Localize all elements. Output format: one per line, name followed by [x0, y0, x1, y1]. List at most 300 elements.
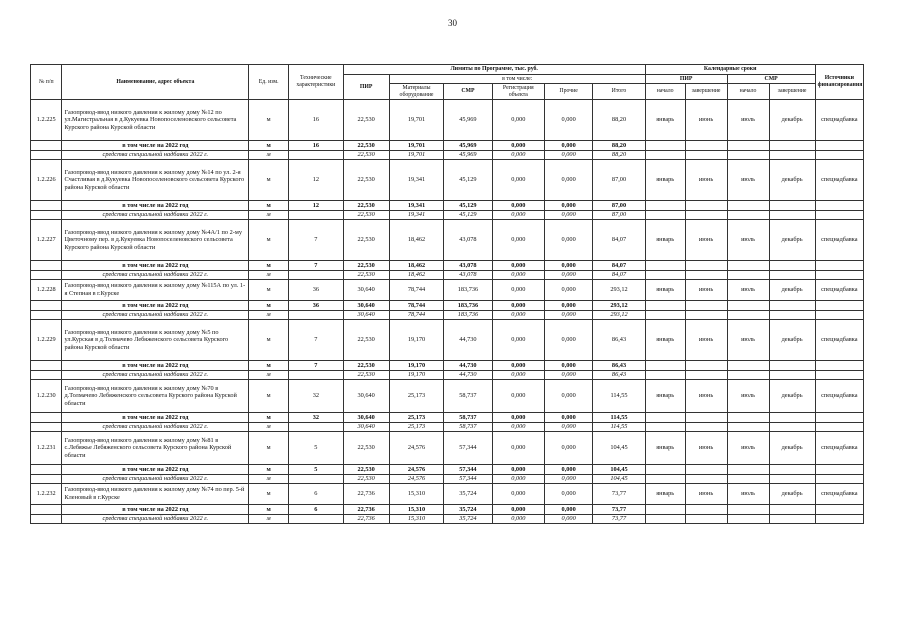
- sub-empty-cell: [727, 361, 769, 371]
- extra-charge-row: [31, 515, 864, 524]
- program-table-sheet: [30, 64, 864, 524]
- ext-tech: [289, 311, 344, 320]
- row-other: 0,000: [545, 484, 593, 505]
- ext-label: средства специальной надбавки 2022 г.: [62, 311, 249, 320]
- row-pir-start: январь: [645, 100, 685, 141]
- ext-pir: 22,530: [343, 151, 389, 160]
- row-source: спецнадбавка: [815, 320, 863, 361]
- sub-empty-cell: [727, 413, 769, 423]
- ext-other: 0,000: [545, 371, 593, 380]
- header-limits-group: Лимиты по Программе, тыс. руб.: [343, 65, 645, 75]
- sub-empty-cell: [727, 141, 769, 151]
- sub-materials: 25,173: [389, 413, 444, 423]
- ext-empty-cell: [685, 311, 727, 320]
- row-pir: 30,640: [343, 280, 389, 301]
- sub-other: 0,000: [545, 141, 593, 151]
- row-registration: 0,000: [492, 484, 544, 505]
- ext-pir: 22,530: [343, 271, 389, 280]
- sub-unit: м: [249, 141, 289, 151]
- header-cal-pir: ПИР: [645, 75, 727, 84]
- row-registration: 0,000: [492, 320, 544, 361]
- row-total: 88,20: [593, 100, 645, 141]
- row-object-name: Газопровод-ввод низкого давления к жилому дому №70 в д.Толмачево Лебяженского сельсовета Курского района Курской области: [62, 380, 249, 413]
- extra-charge-row: [31, 151, 864, 160]
- sub-unit: м: [249, 465, 289, 475]
- table-row: [31, 320, 864, 361]
- sub-empty-cell: [815, 465, 863, 475]
- ext-tech: [289, 211, 344, 220]
- sub-empty-cell: [685, 141, 727, 151]
- header-unit: Ед. изм.: [249, 65, 289, 100]
- row-object-name: Газопровод-ввод низкого давления к жилому дому №12 по ул.Магистральная в д.Кукуевка Новопоселеновского сельсовета Курского района Курской области: [62, 100, 249, 141]
- row-other: 0,000: [545, 320, 593, 361]
- row-pir: 22,530: [343, 100, 389, 141]
- ext-registration: 0,000: [492, 311, 544, 320]
- ext-smr: 45,969: [444, 151, 492, 160]
- row-pir-start: январь: [645, 220, 685, 261]
- ext-materials: 15,310: [389, 515, 444, 524]
- row-smr: 35,724: [444, 484, 492, 505]
- extra-charge-row: [31, 423, 864, 432]
- sub-empty-cell: [685, 413, 727, 423]
- row-num-empty: [31, 311, 62, 320]
- sub-empty-cell: [727, 261, 769, 271]
- sub-smr: 43,078: [444, 261, 492, 271]
- row-source: спецнадбавка: [815, 280, 863, 301]
- row-pir-end: июнь: [685, 484, 727, 505]
- header-source: Источники финансирования: [815, 65, 863, 100]
- row-registration: 0,000: [492, 220, 544, 261]
- row-num-empty: [31, 515, 62, 524]
- sub-total: 88,20: [593, 141, 645, 151]
- header-pir-end: завершение: [685, 84, 727, 100]
- row-pir-start: январь: [645, 484, 685, 505]
- header-materials: Материалы оборудование: [389, 84, 444, 100]
- ext-total: 104,45: [593, 475, 645, 484]
- ext-empty-cell: [727, 311, 769, 320]
- row-other: 0,000: [545, 100, 593, 141]
- row-smr-end: декабрь: [769, 100, 815, 141]
- header-pir-start: начало: [645, 84, 685, 100]
- header-tech: Технические характеристики: [289, 65, 344, 100]
- ext-total: 87,00: [593, 211, 645, 220]
- row-object-name: Газопровод-ввод низкого давления к жилому дому №4А/1 по 2-му Цветочному пер. в д.Кукуевка Новопоселеновского сельсовета Курского района Курской области: [62, 220, 249, 261]
- row-smr: 44,730: [444, 320, 492, 361]
- sub-registration: 0,000: [492, 361, 544, 371]
- ext-empty-cell: [815, 515, 863, 524]
- row-object-name: Газопровод-ввод низкого давления к жилому дому №115А по ул. 1-я Степная в г.Курске: [62, 280, 249, 301]
- ext-smr: 57,344: [444, 475, 492, 484]
- row-smr-start: июль: [727, 220, 769, 261]
- row-pir-start: январь: [645, 380, 685, 413]
- row-registration: 0,000: [492, 380, 544, 413]
- ext-registration: 0,000: [492, 515, 544, 524]
- ext-empty-cell: [815, 423, 863, 432]
- ext-empty-cell: [645, 515, 685, 524]
- row-num-empty: [31, 361, 62, 371]
- table-row: [31, 380, 864, 413]
- row-materials: 19,341: [389, 160, 444, 201]
- row-tech: 6: [289, 484, 344, 505]
- header-registration: Регистрация объекта: [492, 84, 544, 100]
- sub-pir: 30,640: [343, 301, 389, 311]
- row-smr-start: июль: [727, 432, 769, 465]
- sub-empty-cell: [815, 413, 863, 423]
- row-unit: м: [249, 100, 289, 141]
- ext-total: 88,20: [593, 151, 645, 160]
- sub-materials: 24,576: [389, 465, 444, 475]
- ext-empty-cell: [769, 271, 815, 280]
- header-calendar-group: Календарные сроки: [645, 65, 815, 75]
- ext-pir: 30,640: [343, 311, 389, 320]
- row-smr: 57,344: [444, 432, 492, 465]
- sub-unit: м: [249, 413, 289, 423]
- sub-empty-cell: [769, 413, 815, 423]
- ext-empty-cell: [769, 475, 815, 484]
- row-source: спецнадбавка: [815, 432, 863, 465]
- row-registration: 0,000: [492, 160, 544, 201]
- header-smr-end: завершение: [769, 84, 815, 100]
- ext-empty-cell: [685, 271, 727, 280]
- ext-tech: [289, 515, 344, 524]
- sub-pir: 22,530: [343, 465, 389, 475]
- ext-total: 84,07: [593, 271, 645, 280]
- row-source: спецнадбавка: [815, 160, 863, 201]
- row-pir: 22,530: [343, 220, 389, 261]
- table-row: [31, 432, 864, 465]
- ext-empty-cell: [685, 151, 727, 160]
- ext-total: 293,12: [593, 311, 645, 320]
- row-materials: 78,744: [389, 280, 444, 301]
- ext-empty-cell: [815, 371, 863, 380]
- ext-empty-cell: [645, 211, 685, 220]
- sub-other: 0,000: [545, 413, 593, 423]
- sub-empty-cell: [815, 141, 863, 151]
- sub-empty-cell: [727, 301, 769, 311]
- ext-label: средства специальной надбавки 2022 г.: [62, 423, 249, 432]
- row-smr-start: июль: [727, 484, 769, 505]
- row-total: 87,00: [593, 160, 645, 201]
- row-pir: 30,640: [343, 380, 389, 413]
- row-tech: 7: [289, 320, 344, 361]
- row-smr-start: июль: [727, 320, 769, 361]
- ext-empty-cell: [645, 151, 685, 160]
- row-smr: 45,129: [444, 160, 492, 201]
- ext-empty-cell: [645, 371, 685, 380]
- ext-empty-cell: [727, 151, 769, 160]
- row-pir: 22,530: [343, 160, 389, 201]
- ext-registration: 0,000: [492, 151, 544, 160]
- sub-materials: 15,310: [389, 505, 444, 515]
- row-num-empty: [31, 505, 62, 515]
- sub-materials: 19,701: [389, 141, 444, 151]
- ext-empty-cell: [685, 515, 727, 524]
- ext-materials: 19,170: [389, 371, 444, 380]
- row-source: спецнадбавка: [815, 380, 863, 413]
- row-total: 114,55: [593, 380, 645, 413]
- sub-label: в том числе на 2022 год: [62, 141, 249, 151]
- row-pir-end: июнь: [685, 280, 727, 301]
- row-smr-end: декабрь: [769, 320, 815, 361]
- sub-empty-cell: [769, 505, 815, 515]
- row-total: 84,07: [593, 220, 645, 261]
- table-body: [31, 100, 864, 524]
- sub-other: 0,000: [545, 465, 593, 475]
- sub-other: 0,000: [545, 505, 593, 515]
- sub-pir: 22,530: [343, 201, 389, 211]
- sub-unit: м: [249, 505, 289, 515]
- sub-empty-cell: [645, 361, 685, 371]
- sub-tech: 5: [289, 465, 344, 475]
- sub-other: 0,000: [545, 361, 593, 371]
- row-materials: 19,170: [389, 320, 444, 361]
- row-unit: м: [249, 484, 289, 505]
- row-tech: 12: [289, 160, 344, 201]
- row-smr-start: июль: [727, 100, 769, 141]
- row-smr: 58,737: [444, 380, 492, 413]
- sub-label: в том числе на 2022 год: [62, 505, 249, 515]
- ext-empty-cell: [815, 211, 863, 220]
- sub-registration: 0,000: [492, 201, 544, 211]
- row-registration: 0,000: [492, 100, 544, 141]
- sub-tech: 6: [289, 505, 344, 515]
- ext-pir: 22,530: [343, 475, 389, 484]
- row-other: 0,000: [545, 280, 593, 301]
- sub-smr: 183,736: [444, 301, 492, 311]
- ext-unit: м: [249, 371, 289, 380]
- header-smr-start: начало: [727, 84, 769, 100]
- ext-tech: [289, 151, 344, 160]
- row-object-name: Газопровод-ввод низкого давления к жилому дому №5 по ул.Курская в д.Толмачево Лебяженского сельсовета Курского района Курской области: [62, 320, 249, 361]
- row-num: 1.2.226: [31, 160, 62, 201]
- sub-empty-cell: [645, 301, 685, 311]
- ext-label: средства специальной надбавки 2022 г.: [62, 271, 249, 280]
- ext-label: средства специальной надбавки 2022 г.: [62, 371, 249, 380]
- row-smr: 45,969: [444, 100, 492, 141]
- row-num-empty: [31, 151, 62, 160]
- row-num: 1.2.225: [31, 100, 62, 141]
- sub-registration: 0,000: [492, 301, 544, 311]
- sub-registration: 0,000: [492, 141, 544, 151]
- ext-empty-cell: [685, 371, 727, 380]
- ext-pir: 22,530: [343, 211, 389, 220]
- subtotal-row: [31, 141, 864, 151]
- sub-empty-cell: [769, 301, 815, 311]
- sub-unit: м: [249, 361, 289, 371]
- row-num-empty: [31, 141, 62, 151]
- sub-unit: м: [249, 201, 289, 211]
- sub-pir: 22,736: [343, 505, 389, 515]
- header-including: в том числе:: [389, 75, 645, 84]
- subtotal-row: [31, 201, 864, 211]
- row-smr-start: июль: [727, 380, 769, 413]
- sub-label: в том числе на 2022 год: [62, 261, 249, 271]
- row-materials: 24,576: [389, 432, 444, 465]
- sub-label: в том числе на 2022 год: [62, 361, 249, 371]
- ext-pir: 22,736: [343, 515, 389, 524]
- header-smr: СМР: [444, 84, 492, 100]
- row-smr-end: декабрь: [769, 220, 815, 261]
- ext-empty-cell: [769, 423, 815, 432]
- sub-pir: 22,530: [343, 141, 389, 151]
- ext-unit: м: [249, 311, 289, 320]
- subtotal-row: [31, 505, 864, 515]
- row-smr: 183,736: [444, 280, 492, 301]
- sub-empty-cell: [815, 505, 863, 515]
- row-pir-start: январь: [645, 160, 685, 201]
- table-row: [31, 100, 864, 141]
- sub-empty-cell: [815, 261, 863, 271]
- sub-empty-cell: [815, 201, 863, 211]
- row-materials: 15,310: [389, 484, 444, 505]
- page-number: 30: [448, 18, 457, 28]
- row-pir-start: январь: [645, 280, 685, 301]
- table-row: [31, 280, 864, 301]
- row-num-empty: [31, 475, 62, 484]
- ext-tech: [289, 423, 344, 432]
- ext-other: 0,000: [545, 311, 593, 320]
- sub-empty-cell: [727, 201, 769, 211]
- ext-unit: м: [249, 515, 289, 524]
- row-tech: 36: [289, 280, 344, 301]
- row-smr-start: июль: [727, 280, 769, 301]
- row-unit: м: [249, 280, 289, 301]
- sub-total: 87,00: [593, 201, 645, 211]
- sub-empty-cell: [645, 465, 685, 475]
- sub-smr: 35,724: [444, 505, 492, 515]
- sub-unit: м: [249, 261, 289, 271]
- header-pir: ПИР: [343, 75, 389, 100]
- sub-materials: 78,744: [389, 301, 444, 311]
- row-num-empty: [31, 465, 62, 475]
- row-other: 0,000: [545, 380, 593, 413]
- row-smr-end: декабрь: [769, 160, 815, 201]
- sub-empty-cell: [685, 361, 727, 371]
- ext-empty-cell: [769, 515, 815, 524]
- header-cal-smr: СМР: [727, 75, 815, 84]
- sub-empty-cell: [769, 201, 815, 211]
- ext-other: 0,000: [545, 211, 593, 220]
- sub-pir: 22,530: [343, 261, 389, 271]
- sub-smr: 45,969: [444, 141, 492, 151]
- sub-other: 0,000: [545, 201, 593, 211]
- ext-materials: 19,341: [389, 211, 444, 220]
- row-smr-end: декабрь: [769, 280, 815, 301]
- row-registration: 0,000: [492, 280, 544, 301]
- row-pir: 22,530: [343, 432, 389, 465]
- extra-charge-row: [31, 271, 864, 280]
- ext-other: 0,000: [545, 271, 593, 280]
- ext-empty-cell: [645, 271, 685, 280]
- row-num: 1.2.232: [31, 484, 62, 505]
- program-table: [30, 64, 864, 524]
- ext-empty-cell: [815, 151, 863, 160]
- ext-unit: м: [249, 475, 289, 484]
- sub-tech: 7: [289, 261, 344, 271]
- row-smr-end: декабрь: [769, 432, 815, 465]
- row-pir-end: июнь: [685, 320, 727, 361]
- row-materials: 19,701: [389, 100, 444, 141]
- sub-tech: 32: [289, 413, 344, 423]
- ext-other: 0,000: [545, 475, 593, 484]
- ext-total: 73,77: [593, 515, 645, 524]
- row-pir-end: июнь: [685, 220, 727, 261]
- sub-empty-cell: [815, 301, 863, 311]
- sub-tech: 12: [289, 201, 344, 211]
- subtotal-row: [31, 465, 864, 475]
- row-source: спецнадбавка: [815, 484, 863, 505]
- sub-smr: 44,730: [444, 361, 492, 371]
- ext-empty-cell: [769, 151, 815, 160]
- ext-smr: 43,078: [444, 271, 492, 280]
- subtotal-row: [31, 261, 864, 271]
- row-smr-start: июль: [727, 160, 769, 201]
- row-num-empty: [31, 211, 62, 220]
- sub-pir: 22,530: [343, 361, 389, 371]
- row-unit: м: [249, 432, 289, 465]
- sub-registration: 0,000: [492, 413, 544, 423]
- sub-empty-cell: [685, 261, 727, 271]
- table-row: [31, 484, 864, 505]
- ext-other: 0,000: [545, 515, 593, 524]
- sub-empty-cell: [769, 361, 815, 371]
- ext-label: средства специальной надбавки 2022 г.: [62, 211, 249, 220]
- row-pir: 22,530: [343, 320, 389, 361]
- ext-empty-cell: [727, 475, 769, 484]
- sub-other: 0,000: [545, 301, 593, 311]
- ext-tech: [289, 271, 344, 280]
- sub-smr: 58,737: [444, 413, 492, 423]
- ext-label: средства специальной надбавки 2022 г.: [62, 151, 249, 160]
- ext-empty-cell: [815, 311, 863, 320]
- table-row: [31, 220, 864, 261]
- extra-charge-row: [31, 371, 864, 380]
- row-object-name: Газопровод-ввод низкого давления к жилому дому №74 по пер. 5-й Кленовый в г.Курске: [62, 484, 249, 505]
- ext-empty-cell: [685, 423, 727, 432]
- ext-smr: 45,129: [444, 211, 492, 220]
- sub-empty-cell: [727, 505, 769, 515]
- sub-unit: м: [249, 301, 289, 311]
- ext-unit: м: [249, 211, 289, 220]
- sub-total: 104,45: [593, 465, 645, 475]
- row-tech: 7: [289, 220, 344, 261]
- ext-empty-cell: [815, 475, 863, 484]
- row-other: 0,000: [545, 220, 593, 261]
- ext-empty-cell: [727, 423, 769, 432]
- extra-charge-row: [31, 475, 864, 484]
- row-unit: м: [249, 160, 289, 201]
- header-other: Прочие: [545, 84, 593, 100]
- row-num: 1.2.227: [31, 220, 62, 261]
- row-materials: 18,462: [389, 220, 444, 261]
- ext-empty-cell: [769, 311, 815, 320]
- ext-unit: м: [249, 271, 289, 280]
- sub-total: 86,43: [593, 361, 645, 371]
- row-object-name: Газопровод-ввод низкого давления к жилому дому №81 в с.Лебяжье Лебяженского сельсовета Курского района Курской области: [62, 432, 249, 465]
- row-num-empty: [31, 271, 62, 280]
- sub-empty-cell: [645, 505, 685, 515]
- ext-empty-cell: [685, 475, 727, 484]
- ext-materials: 18,462: [389, 271, 444, 280]
- row-tech: 5: [289, 432, 344, 465]
- subtotal-row: [31, 301, 864, 311]
- sub-other: 0,000: [545, 261, 593, 271]
- ext-unit: м: [249, 151, 289, 160]
- sub-empty-cell: [645, 141, 685, 151]
- ext-materials: 78,744: [389, 311, 444, 320]
- ext-empty-cell: [727, 515, 769, 524]
- row-total: 73,77: [593, 484, 645, 505]
